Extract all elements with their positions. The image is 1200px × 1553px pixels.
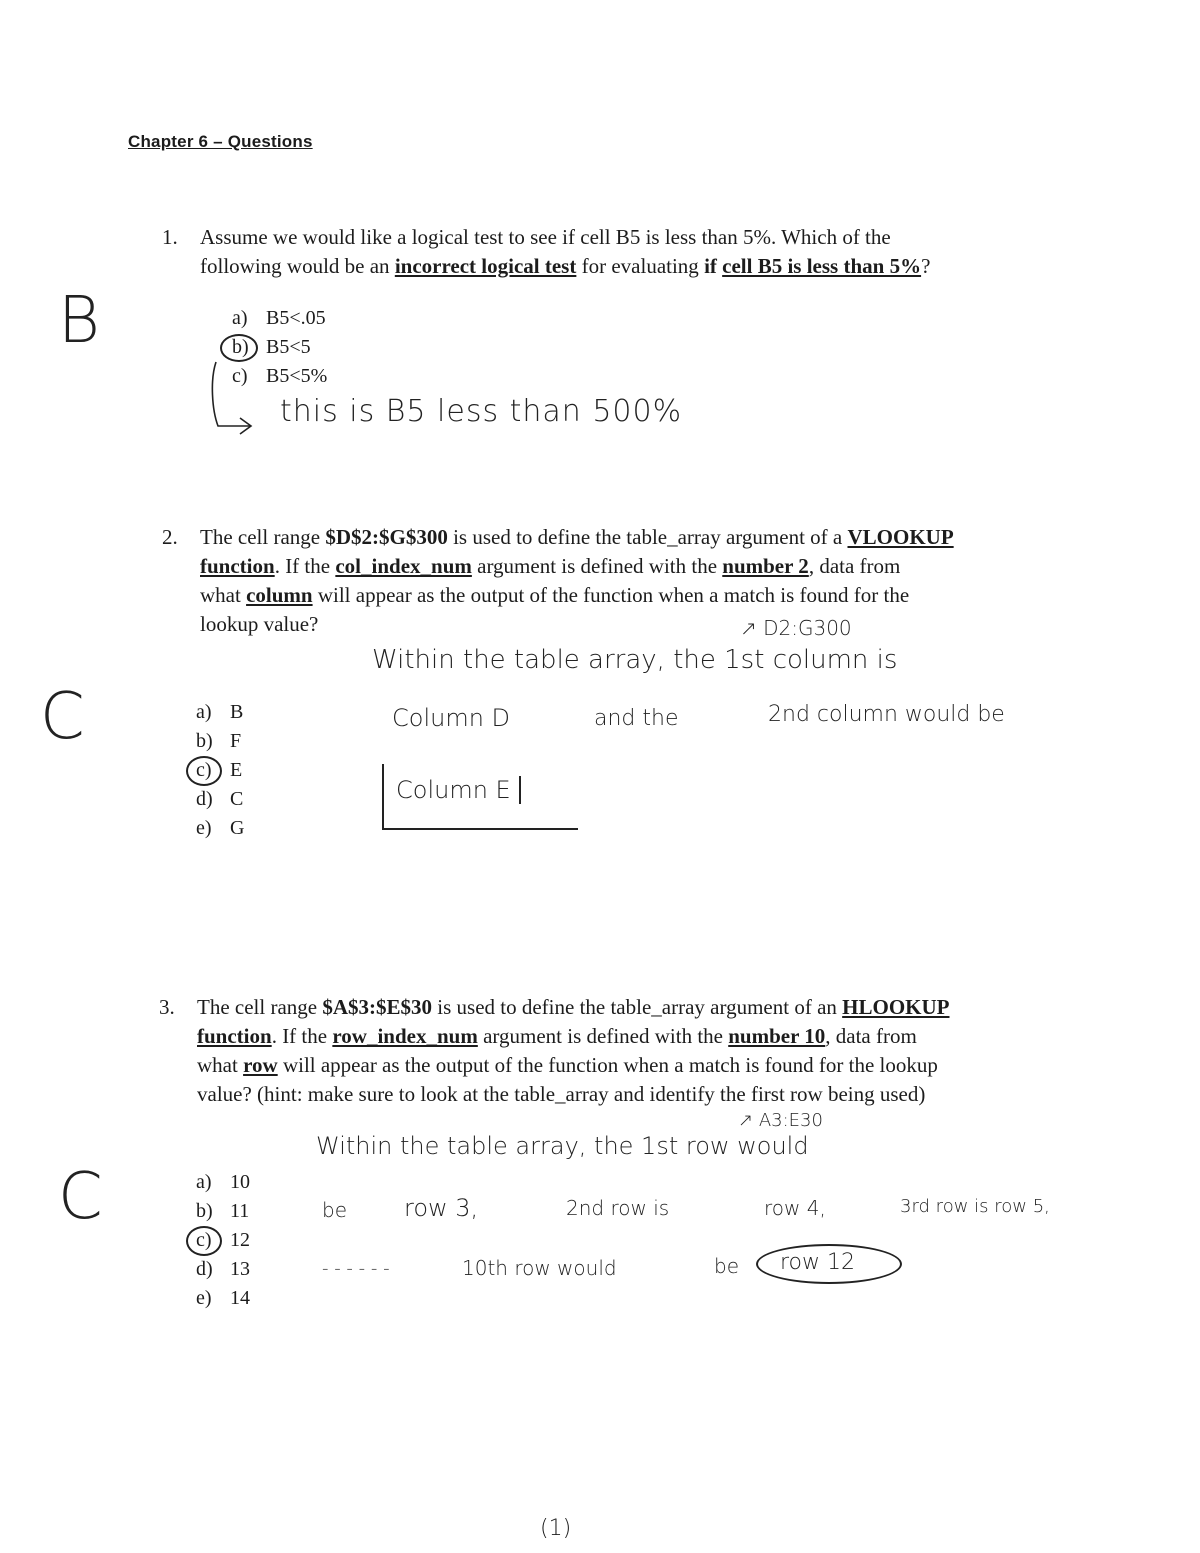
note-arrow <box>210 360 270 440</box>
handwritten-note-2d: 2nd column would be <box>768 702 1005 727</box>
page-heading: Chapter 6 – Questions <box>128 132 313 151</box>
page-number: (1) <box>540 1516 572 1541</box>
option-a: a) B5<.05 <box>232 307 326 329</box>
handwritten-note-3g: - - - - - - <box>322 1258 390 1279</box>
margin-answer-2: C <box>40 680 85 754</box>
answer-circle-mark <box>186 756 222 786</box>
margin-answer-1: B <box>58 284 100 358</box>
handwritten-note-3e: row 4, <box>764 1196 826 1220</box>
handwritten-range-note: ↗ D2:G300 <box>740 616 852 640</box>
option-e: e) 14 <box>196 1287 250 1309</box>
handwritten-note-3c: row 3, <box>404 1194 479 1222</box>
handwritten-note-1: this is B5 less than 500% <box>280 394 683 429</box>
option-e: e) G <box>196 817 245 839</box>
option-a: a) B <box>196 701 244 723</box>
question-text: The cell range $D$2:$G$300 is used to define the table_array argument of a VLOOKUP function. If the col_index_num argument is defined with the number 2, data from what column will appear as the output of the function when a match is found for the lookup value? <box>200 525 954 636</box>
margin-answer-3: C <box>58 1160 103 1234</box>
question-number: 2. <box>162 525 178 549</box>
handwritten-range-note: ↗ A3:E30 <box>738 1110 823 1131</box>
question-3 <box>159 993 1057 1109</box>
handwritten-note-3d: 2nd row is <box>566 1196 670 1220</box>
handwritten-note-2b: Column D <box>392 704 511 732</box>
answer-circle-mark <box>756 1244 902 1284</box>
handwritten-note-2c: and the <box>594 706 679 731</box>
answer-box <box>382 764 578 830</box>
handwritten-note-3f: 3rd row is row 5, <box>900 1196 1050 1217</box>
handwritten-note-3i: be <box>714 1254 739 1278</box>
handwritten-note-2a: Within the table array, the 1st column is <box>372 645 898 675</box>
option-c: c) E <box>196 756 244 785</box>
question-number: 1. <box>162 225 178 249</box>
question-2 <box>162 523 1060 639</box>
handwritten-note-3j: row 12 <box>780 1250 856 1275</box>
question-text: Assume we would like a logical test to see if cell B5 is less than 5%. Which of the following would be an incorrect logical test for evaluating if cell B5 is less than 5%? <box>200 225 931 278</box>
handwritten-note-3a: Within the table array, the 1st row would <box>316 1132 809 1160</box>
question-text: The cell range $A$3:$E$30 is used to define the table_array argument of an HLOOKUP function. If the row_index_num argument is defined with the number 10, data from what row will appear as the output of the function when a match is found for the lookup value? (hint: make sure to look at the table_array and identify the first row being used) <box>197 995 950 1106</box>
option-b: b) F <box>196 730 242 752</box>
option-b: b) B5<5 <box>232 333 327 362</box>
option-b: b) 11 <box>196 1200 250 1222</box>
option-a: a) 10 <box>196 1171 250 1193</box>
option-c: c) B5<5% <box>232 365 328 387</box>
option-d: d) 13 <box>196 1258 250 1280</box>
handwritten-note-2e: Column E <box>396 776 521 804</box>
question-1 <box>162 223 1060 281</box>
option-d: d) C <box>196 788 244 810</box>
question-2-options <box>196 698 244 843</box>
handwritten-note-3h: 10th row would <box>462 1256 617 1280</box>
answer-circle-mark <box>220 334 258 362</box>
answer-circle-mark <box>186 1226 222 1256</box>
question-number: 3. <box>159 995 175 1019</box>
option-c: c) 12 <box>196 1226 250 1255</box>
handwritten-note-3b: be <box>322 1198 347 1222</box>
question-3-options <box>196 1168 250 1313</box>
